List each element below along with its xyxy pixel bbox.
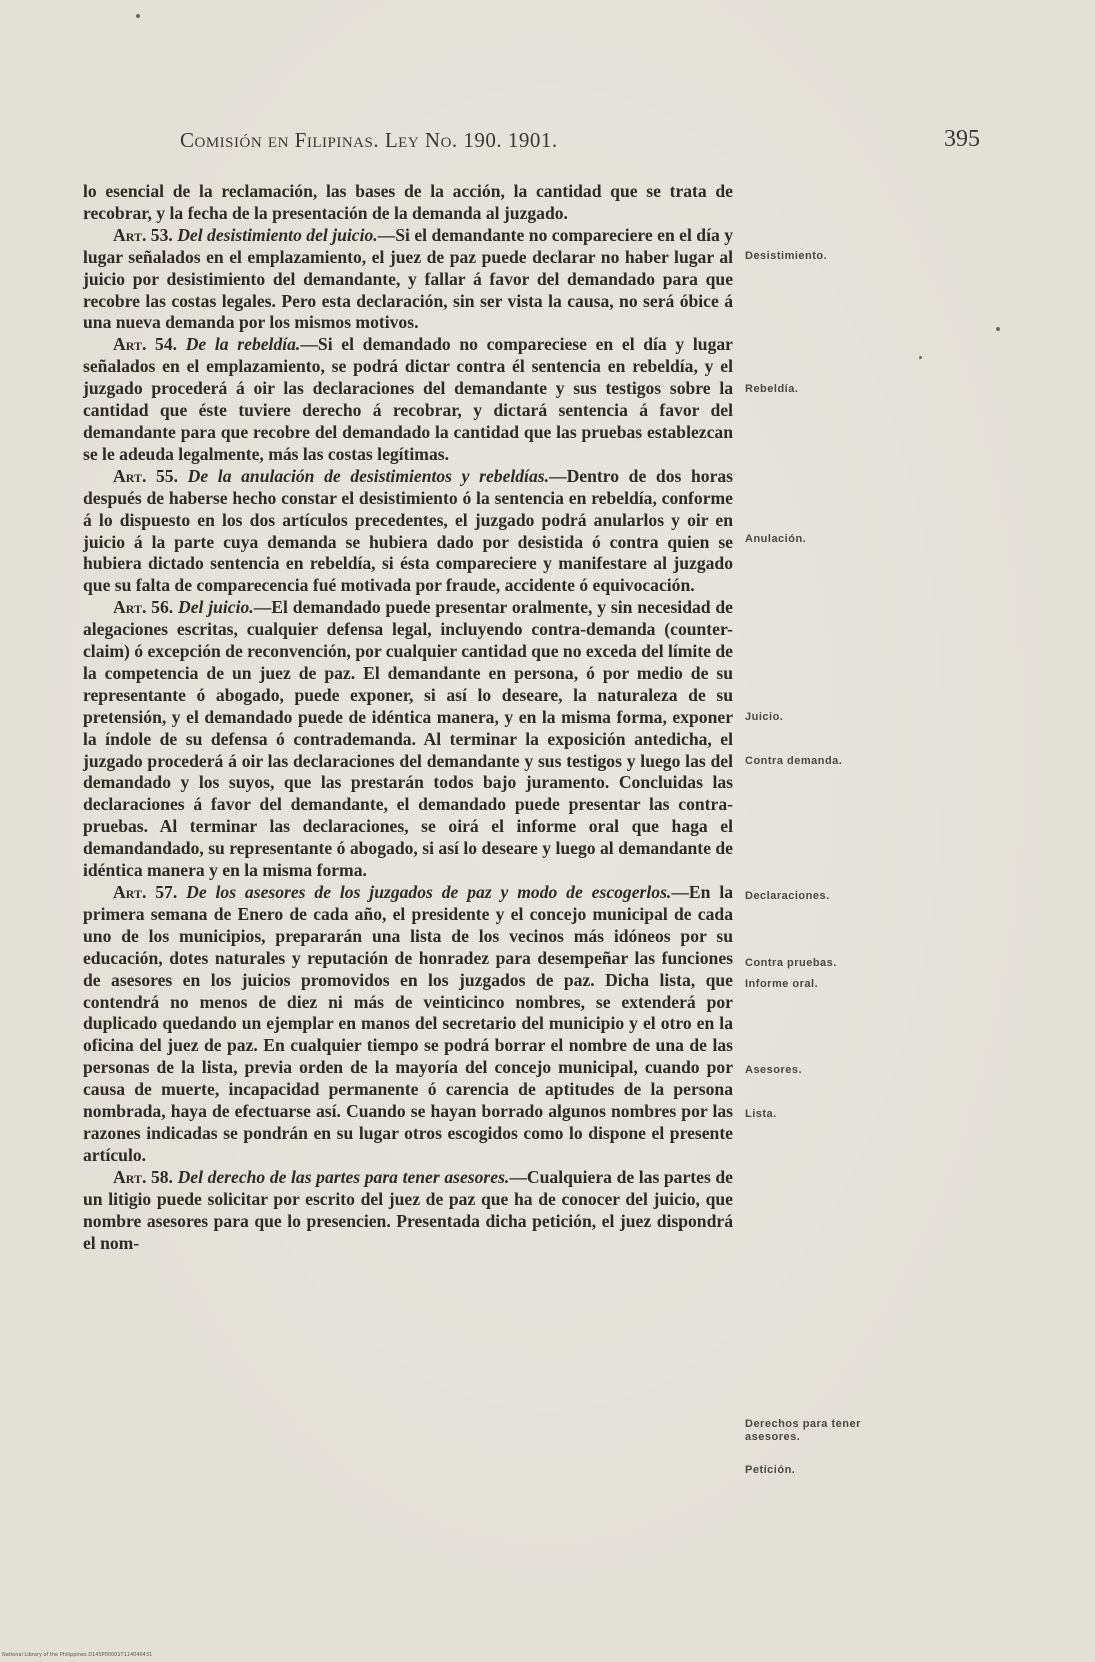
- article-title: Del derecho de las partes para tener asesores.: [177, 1166, 510, 1187]
- margin-note-peticion: Petición.: [745, 1464, 796, 1476]
- margin-note-juicio: Juicio.: [745, 711, 784, 723]
- article-title: De la anulación de desistimientos y rebeldías.: [187, 465, 549, 486]
- page-number: 395: [944, 126, 980, 152]
- article-number: Art. 56.: [113, 597, 174, 618]
- article-number: Art. 53.: [113, 224, 173, 245]
- ink-speck: [136, 14, 140, 18]
- margin-note-declaraciones: Declaraciones.: [745, 890, 830, 902]
- margin-note-contra-pruebas: Contra pruebas.: [745, 957, 837, 969]
- article-number: Art. 57.: [113, 882, 178, 902]
- running-title: Comisión en Filipinas. Ley No. 190. 1901.: [180, 128, 558, 152]
- body-text: [83, 181, 733, 1254]
- paragraph-text: lo esencial de la reclamación, las bases de la acción, la cantidad que se trata de recobrar, y la fecha de la presentación de la demanda al juzgado.: [83, 181, 733, 223]
- article-54: [83, 334, 733, 465]
- margin-note-asesores: Asesores.: [745, 1064, 803, 1076]
- article-title: Del desistimiento del juicio.: [177, 224, 378, 245]
- margin-note-lista: Lista.: [745, 1108, 777, 1120]
- article-text: —Dentro de dos horas después de haberse hecho constar el desistimiento ó la sentencia en rebeldía, conforme á lo dispuesto en los dos artículos precedentes, el juzgado podrá anularlos y oir en juicio á la parte cuya demanda se hubiera dado por desistida ó contra quien se hubiera dictado sentencia en rebeldía, si ésta compareciere y manifestare al juzgado que su falta de comparecencia fué motivada por fraude, accidente ó equivocación.: [83, 465, 734, 596]
- article-number: Art. 55.: [113, 465, 178, 486]
- article-number: Art. 54.: [113, 334, 178, 355]
- article-text: —El demandado puede presentar oralmente, y sin necesidad de alegaciones escritas, cualquier defensa legal, incluyendo contra-demanda (counter-claim) ó excepción de reconvención, por cualquier cantidad que no exceda del límite de la competencia de un juez de paz. El demandante en persona, ó por medio de su representante ó abogado, puede exponer, si así lo deseare, la naturaleza de su pretensión, y el demandado puede de idéntica manera, y en la misma forma, exponer la índole de su defensa ó contrademanda. Al terminar la exposición antedicha, el juzgado procederá á oir las declaraciones del demandante y sus testigos y luego las del demandado y los suyos, que las prestarán todos bajo juramento. Concluidas las declaraciones á favor del demandante, el demandado puede presentar las contra-pruebas. Al terminar las declaraciones, se oirá el informe oral que haga el demandandado, su representante ó abogado, si así lo deseare y luego al demandante de idéntica manera y en la misma forma.: [83, 597, 733, 881]
- article-title: De la rebeldía.: [185, 334, 301, 355]
- article-title: Del juicio.: [178, 597, 254, 618]
- margin-note-rebeldia: Rebeldía.: [745, 383, 799, 395]
- margin-note-derechos-asesores: Derechos para tener asesores.: [745, 1418, 861, 1443]
- article-text: —Cualquiera de las partes de un litigio puede solicitar por escrito del juez de paz que ha de conocer del juicio, que nombre asesores para que lo presencien. Presentada dicha petición, el juez dispondrá el nom-: [83, 1166, 733, 1253]
- article-57: [83, 882, 733, 1167]
- article-number: Art. 58.: [113, 1166, 173, 1187]
- article-title: De los asesores de los juzgados de paz y modo de escogerlos.: [186, 882, 672, 902]
- article-text: —Si el demandado no compareciese en el día y lugar señalados en el emplazamiento, se podrá dictar contra él sentencia en rebeldía, y el juzgado procederá á oir las declaraciones del demandante y sus testigos sobre la cantidad que éste tuviere derecho á recobrar, y dictará sentencia á favor del demandante para que recobre del demandado la cantidad que las pruebas establezcan se le adeuda legalmente, más las costas legítimas.: [83, 334, 733, 464]
- scan-credit: National Library of the Philippines D14SP00001T114040431: [2, 1652, 153, 1658]
- article-55: [83, 466, 733, 597]
- article-text: —En la primera semana de Enero de cada año, el presidente y el concejo municipal de cada uno de los municipios, prepararán una lista de los vecinos más idóneos por su educación, dotes naturales y reputación de honradez para desempeñar las funciones de asesores en los juicios promovidos en los juzgados de paz. Dicha lista, que contendrá no menos de diez ni más de veinticinco nombres, se extenderá por duplicado quedando un ejemplar en manos del secretario del municipio y el otro en la oficina del juez de paz. En cualquier tiempo se podrá borrar el nombre de una de las personas de la lista, previa orden de la mayoría del concejo municipal, cuando por causa de muerte, incapacidad permanente ó carencia de aptitudes de la persona nombrada, haya de efectuarse así. Cuando se hayan borrado algunos nombres por las razones indicadas se pondrán en su lugar otros escogidos como lo dispone el presente artículo.: [83, 882, 734, 1165]
- margin-notes: [745, 0, 925, 1662]
- ink-speck: [996, 327, 1000, 331]
- article-53: [83, 225, 733, 335]
- margin-note-informe-oral: Informe oral.: [745, 978, 819, 990]
- margin-note-desistimiento: Desistimiento.: [745, 250, 828, 262]
- margin-note-anulacion: Anulación.: [745, 533, 807, 545]
- article-text: —Si el demandante no compareciere en el día y lugar señalados en el emplazamiento, el juez de paz puede declarar no haber lugar al juicio por desistimiento del demandante, y fallar á favor del demandado para que recobre las costas legales. Pero esta declaración, sin ser vista la causa, no será óbice á una nueva demanda por los mismos motivos.: [83, 224, 733, 333]
- article-56: [83, 597, 733, 882]
- paragraph-continuation: [83, 181, 733, 225]
- article-58: [83, 1167, 733, 1255]
- margin-note-contra-demanda: Contra demanda.: [745, 755, 843, 767]
